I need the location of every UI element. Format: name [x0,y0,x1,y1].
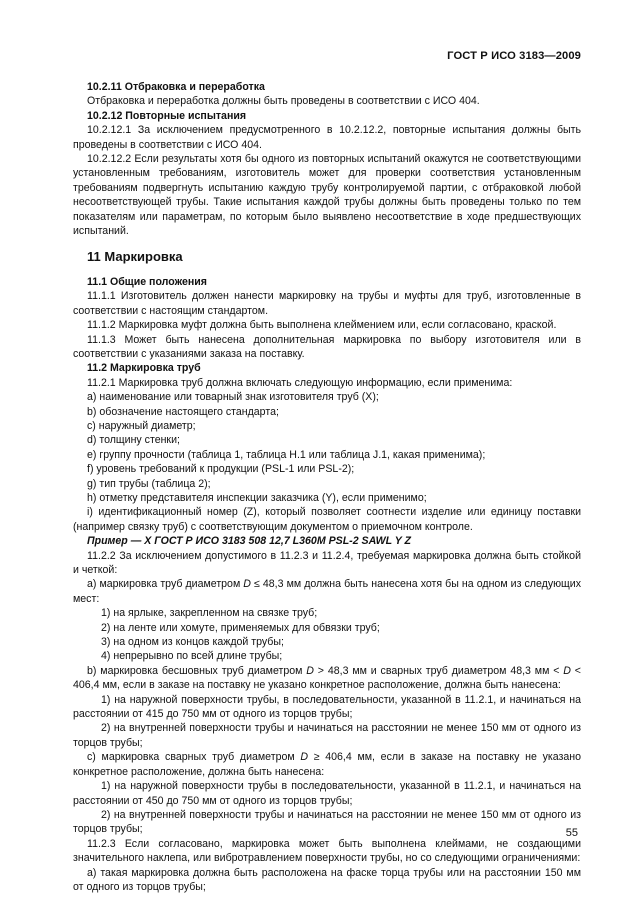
list-item [73,664,581,693]
paragraph: 11.2.2 За исключением допустимого в 11.2.3 и 11.2.4, требуемая маркировка должна быть стойкой и четкой: [73,549,581,576]
section-heading-10-2-11: 10.2.11 Отбраковка и переработка [87,81,265,93]
text-run: ≤ 48,3 мм должна быть нанесена хотя бы на одном из следующих мест: [73,578,581,605]
text-run: > 48,3 мм и сварных труб диаметром 48,3 мм < [313,664,564,677]
list-item: 1) на наружной поверхности трубы, в последовательности, указанной в 11.2.1, и начинаться на расстоянии от 415 до 750 мм от одного из торцов трубы; [73,693,581,721]
list-item: h) отметку представителя инспекции заказчика (Y), если применимо; [87,491,427,504]
list-item: 2) на внутренней поверхности трубы и начинаться на расстоянии не менее 150 мм от одного из торцов трубы; [73,808,581,836]
diameter-symbol: D [306,664,314,677]
diameter-symbol: D [563,664,571,677]
paragraph: 10.2.12.1 За исключением предусмотренного в 10.2.12.2, повторные испытания должны быть проведены в соответствии с ИСО 404. [73,124,581,151]
paragraph: 11.1.2 Маркировка муфт должна быть выполнена клеймением или, если согласовано, краской. [87,319,557,332]
list-item: f) уровень требований к продукции (PSL-1 или PSL-2); [87,463,355,476]
paragraph: Отбраковка и переработка должны быть проведены в соответствии с ИСО 404. [87,95,480,108]
document-body [73,80,581,894]
text-run: a) маркировка труб диаметром [87,578,244,591]
paragraph: 11.2.1 Маркировка труб должна включать следующую информацию, если применима: [87,376,513,389]
list-item: 2) на внутренней поверхности трубы и начинаться на расстоянии не менее 150 мм от одного из торцов трубы; [73,722,581,749]
list-item: e) группу прочности (таблица 1, таблица H.1 или таблица J.1, какая применима); [87,448,486,461]
text-run: ≥ 406,4 мм, если в заказе на поставку не указано конкретное расположение, должна быть нанесена: [73,751,582,778]
list-item: 3) на одном из концов каждой трубы; [101,636,284,649]
text-run: < 406,4 мм, если в заказе на поставку не указано конкретное расположение, должна быть нанесена: [73,664,581,692]
list-item: 2) на ленте или хомуте, применяемых для обвязки труб; [101,621,380,634]
section-title-11: 11 Маркировка [87,249,183,265]
document-header: ГОСТ Р ИСО 3183—2009 [447,50,581,62]
list-item: d) толщину стенки; [87,434,180,447]
section-heading-10-2-12: 10.2.12 Повторные испытания [87,109,247,122]
list-item: b) обозначение настоящего стандарта; [87,405,279,418]
list-item: c) наружный диаметр; [87,419,196,432]
list-item: a) такая маркировка должна быть расположена на фаске торца трубы или на расстоянии 150 мм от одного из торцов трубы; [73,866,581,893]
list-item [73,577,581,606]
section-heading-11-2: 11.2 Маркировка труб [87,362,201,375]
list-item: 1) на наружной поверхности трубы в последовательности, указанной в 11.2.1, и начинаться на расстоянии от 450 до 750 мм от одного из торцов трубы; [73,780,581,807]
list-item [73,750,581,779]
text-run: b) маркировка бесшовных труб диаметром [87,664,307,677]
text-run: c) маркировка сварных труб диаметром [87,751,301,764]
list-item: 4) непрерывно по всей длине трубы; [101,650,283,663]
list-item: g) тип трубы (таблица 2); [87,477,211,490]
paragraph: 11.2.3 Если согласовано, маркировка может быть выполнена клеймами, не создающими значительного наклепа, или вибротравлением поверхности трубы, но со следующими ограничениями: [73,837,581,865]
example-line: Пример — X ГОСТ Р ИСО 3183 508 12,7 L360M PSL-2 SAWL Y Z [87,535,411,548]
section-heading-11-1: 11.1 Общие положения [87,275,207,288]
diameter-symbol: D [243,578,251,591]
list-item: i) идентификационный номер (Z), который позволяет соотнести изделие или единицу поставки (например связку труб) с соответствующим документом о приемочном контроле. [73,506,581,533]
paragraph: 11.1.3 Может быть нанесена дополнительная маркировка по выбору изготовителя или в соответствии с указаниями заказа на поставку. [73,333,581,360]
list-item: a) наименование или товарный знак изготовителя труб (X); [87,391,379,404]
list-item: 1) на ярлыке, закрепленном на связке труб; [101,607,318,620]
paragraph: 11.1.1 Изготовитель должен нанести маркировку на трубы и муфты для труб, изготовленные в соответствии с настоящим стандартом. [73,290,581,317]
page-number: 55 [565,827,578,839]
paragraph: 10.2.12.2 Если результаты хотя бы одного из повторных испытаний окажутся не соответствующими установленным требованиям, изготовитель может для проверки соответствия установленным требованиям подвергнуть испытанию каждую трубу контролируемой партии, с отбраковкой любой несоответствующей трубы. Такие испытания каждой трубы должны быть проведены только по тем показателям или параметрам, по которым было выявлено несоответствие в ходе предшествующих испытаний. [73,153,581,238]
diameter-symbol: D [300,751,309,764]
